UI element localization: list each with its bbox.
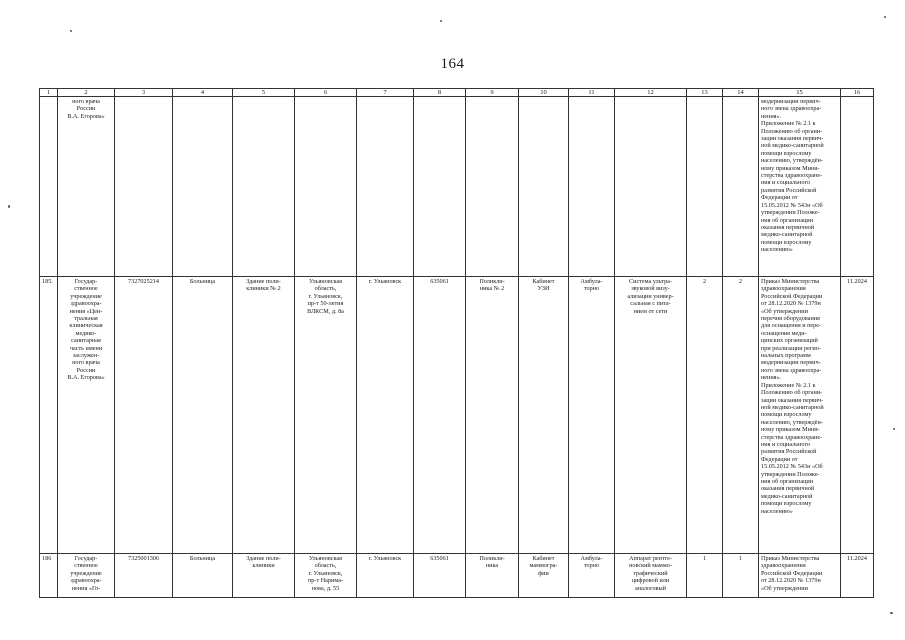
column-header: 13: [687, 89, 723, 97]
column-header: 10: [519, 89, 569, 97]
legal-basis-cell: модернизации первич- ного звена здравоохра- нения». Приложение № 2.1 к Положению об органи- зации оказания первич- ной медико-санитарной помощи взрослому населению, утверждён- ному приказом Мини- стерства здравоохране- ния и социального развития Российской Федерации от 15.05.2012 № 543н «Об утверждении Положе- ния об организации оказания первичной медико-санитарной помощи взрослому населению»: [759, 97, 841, 277]
date-cell: 11.2024: [841, 554, 874, 598]
page-number: 164: [440, 56, 465, 72]
column-header: 8: [414, 89, 466, 97]
room-cell: [519, 97, 569, 277]
equipment-cell: [615, 97, 687, 277]
organization-cell: Государ- ственное учреждение здравоохра- нения «Цен- тральная клиническая медико- санитарная часть имени заслужен- ного врача России В.А. Егорова»: [58, 277, 115, 554]
table-row: [40, 554, 874, 598]
care-mode-cell: Амбула- торно: [569, 554, 615, 598]
column-header: 6: [295, 89, 357, 97]
code-cell: 635061: [414, 277, 466, 554]
column-header: 12: [615, 89, 687, 97]
inn-cell: 7325001306: [115, 554, 173, 598]
organization-cell: Государ- ственное учреждение здравоохра- нения «Го-: [58, 554, 115, 598]
quantity-cell: [687, 97, 723, 277]
scan-speck: [890, 612, 893, 614]
column-header: 4: [173, 89, 233, 97]
row-number-cell: [40, 97, 58, 277]
quantity-cell: 1: [723, 554, 759, 598]
inn-cell: [115, 97, 173, 277]
date-cell: [841, 97, 874, 277]
quantity-cell: [723, 97, 759, 277]
city-cell: [357, 97, 414, 277]
scan-speck: [884, 16, 886, 18]
quantity-cell: 1: [687, 554, 723, 598]
column-header: 16: [841, 89, 874, 97]
scan-speck: [70, 30, 72, 32]
column-header: 1: [40, 89, 58, 97]
scan-speck: [8, 205, 10, 208]
inn-cell: 7327025214: [115, 277, 173, 554]
address-cell: Ульяновская область, г. Ульяновск, пр-т Нарима- нова, д. 55: [295, 554, 357, 598]
city-cell: г. Ульяновск: [357, 554, 414, 598]
column-header: 9: [466, 89, 519, 97]
table-row: [40, 97, 874, 277]
column-header: 5: [233, 89, 295, 97]
column-header: 3: [115, 89, 173, 97]
care-mode-cell: [569, 97, 615, 277]
scan-speck: [440, 20, 442, 22]
building-cell: Здание поли- клиники: [233, 554, 295, 598]
room-cell: Кабинет УЗИ: [519, 277, 569, 554]
quantity-cell: 2: [723, 277, 759, 554]
building-cell: [233, 97, 295, 277]
unit-cell: Поликли- ника: [466, 554, 519, 598]
table-row: [40, 277, 874, 554]
equipment-table: [39, 88, 874, 598]
legal-basis-cell: Приказ Министерства здравоохранения Российской Федерации от 28.12.2020 № 1379н «Об утверждении: [759, 554, 841, 598]
column-header: 2: [58, 89, 115, 97]
date-cell: 11.2024: [841, 277, 874, 554]
row-number-cell: 186: [40, 554, 58, 598]
column-header: 14: [723, 89, 759, 97]
address-cell: Ульяновская область, г. Ульяновск, пр-т 50-летия ВЛКСМ, д. 8а: [295, 277, 357, 554]
address-cell: [295, 97, 357, 277]
column-header: 7: [357, 89, 414, 97]
quantity-cell: 2: [687, 277, 723, 554]
building-cell: Здание поли- клиники № 2: [233, 277, 295, 554]
unit-cell: Поликли- ника № 2: [466, 277, 519, 554]
code-cell: [414, 97, 466, 277]
facility-type-cell: Больница: [173, 277, 233, 554]
unit-cell: [466, 97, 519, 277]
organization-cell: ного врача России В.А. Егорова»: [58, 97, 115, 277]
equipment-cell: Система ультра- звуковой визу- ализации универ- сальная с пита- нием от сети: [615, 277, 687, 554]
room-cell: Кабинет маммогра- фии: [519, 554, 569, 598]
code-cell: 635061: [414, 554, 466, 598]
equipment-cell: Аппарат рентге- новский маммо- графический цифровой или аналоговый: [615, 554, 687, 598]
facility-type-cell: Больница: [173, 554, 233, 598]
care-mode-cell: Амбула- торно: [569, 277, 615, 554]
column-header: 11: [569, 89, 615, 97]
legal-basis-cell: Приказ Министерства здравоохранения Российской Федерации от 28.12.2020 № 1379н «Об утверждении перечня оборудования для оснащения и пере- оснащения меди- цинских организаций при реализации регио- нальных программ модернизации первич- ного звена здравоохра- нения». Приложение № 2.1 к Положению об органи- зации оказания первич- ной медико-санитарной помощи взрослому населению, утверждён- ному приказом Мини- стерства здравоохране- ния и социального развития Российской Федерации от 15.05.2012 № 543н «Об утверждении Положе- ния об организации оказания первичной медико-санитарной помощи взрослому населению»: [759, 277, 841, 554]
city-cell: г. Ульяновск: [357, 277, 414, 554]
scan-speck: [893, 428, 895, 430]
table-header-row: [40, 89, 874, 97]
row-number-cell: 185.: [40, 277, 58, 554]
facility-type-cell: [173, 97, 233, 277]
column-header: 15: [759, 89, 841, 97]
